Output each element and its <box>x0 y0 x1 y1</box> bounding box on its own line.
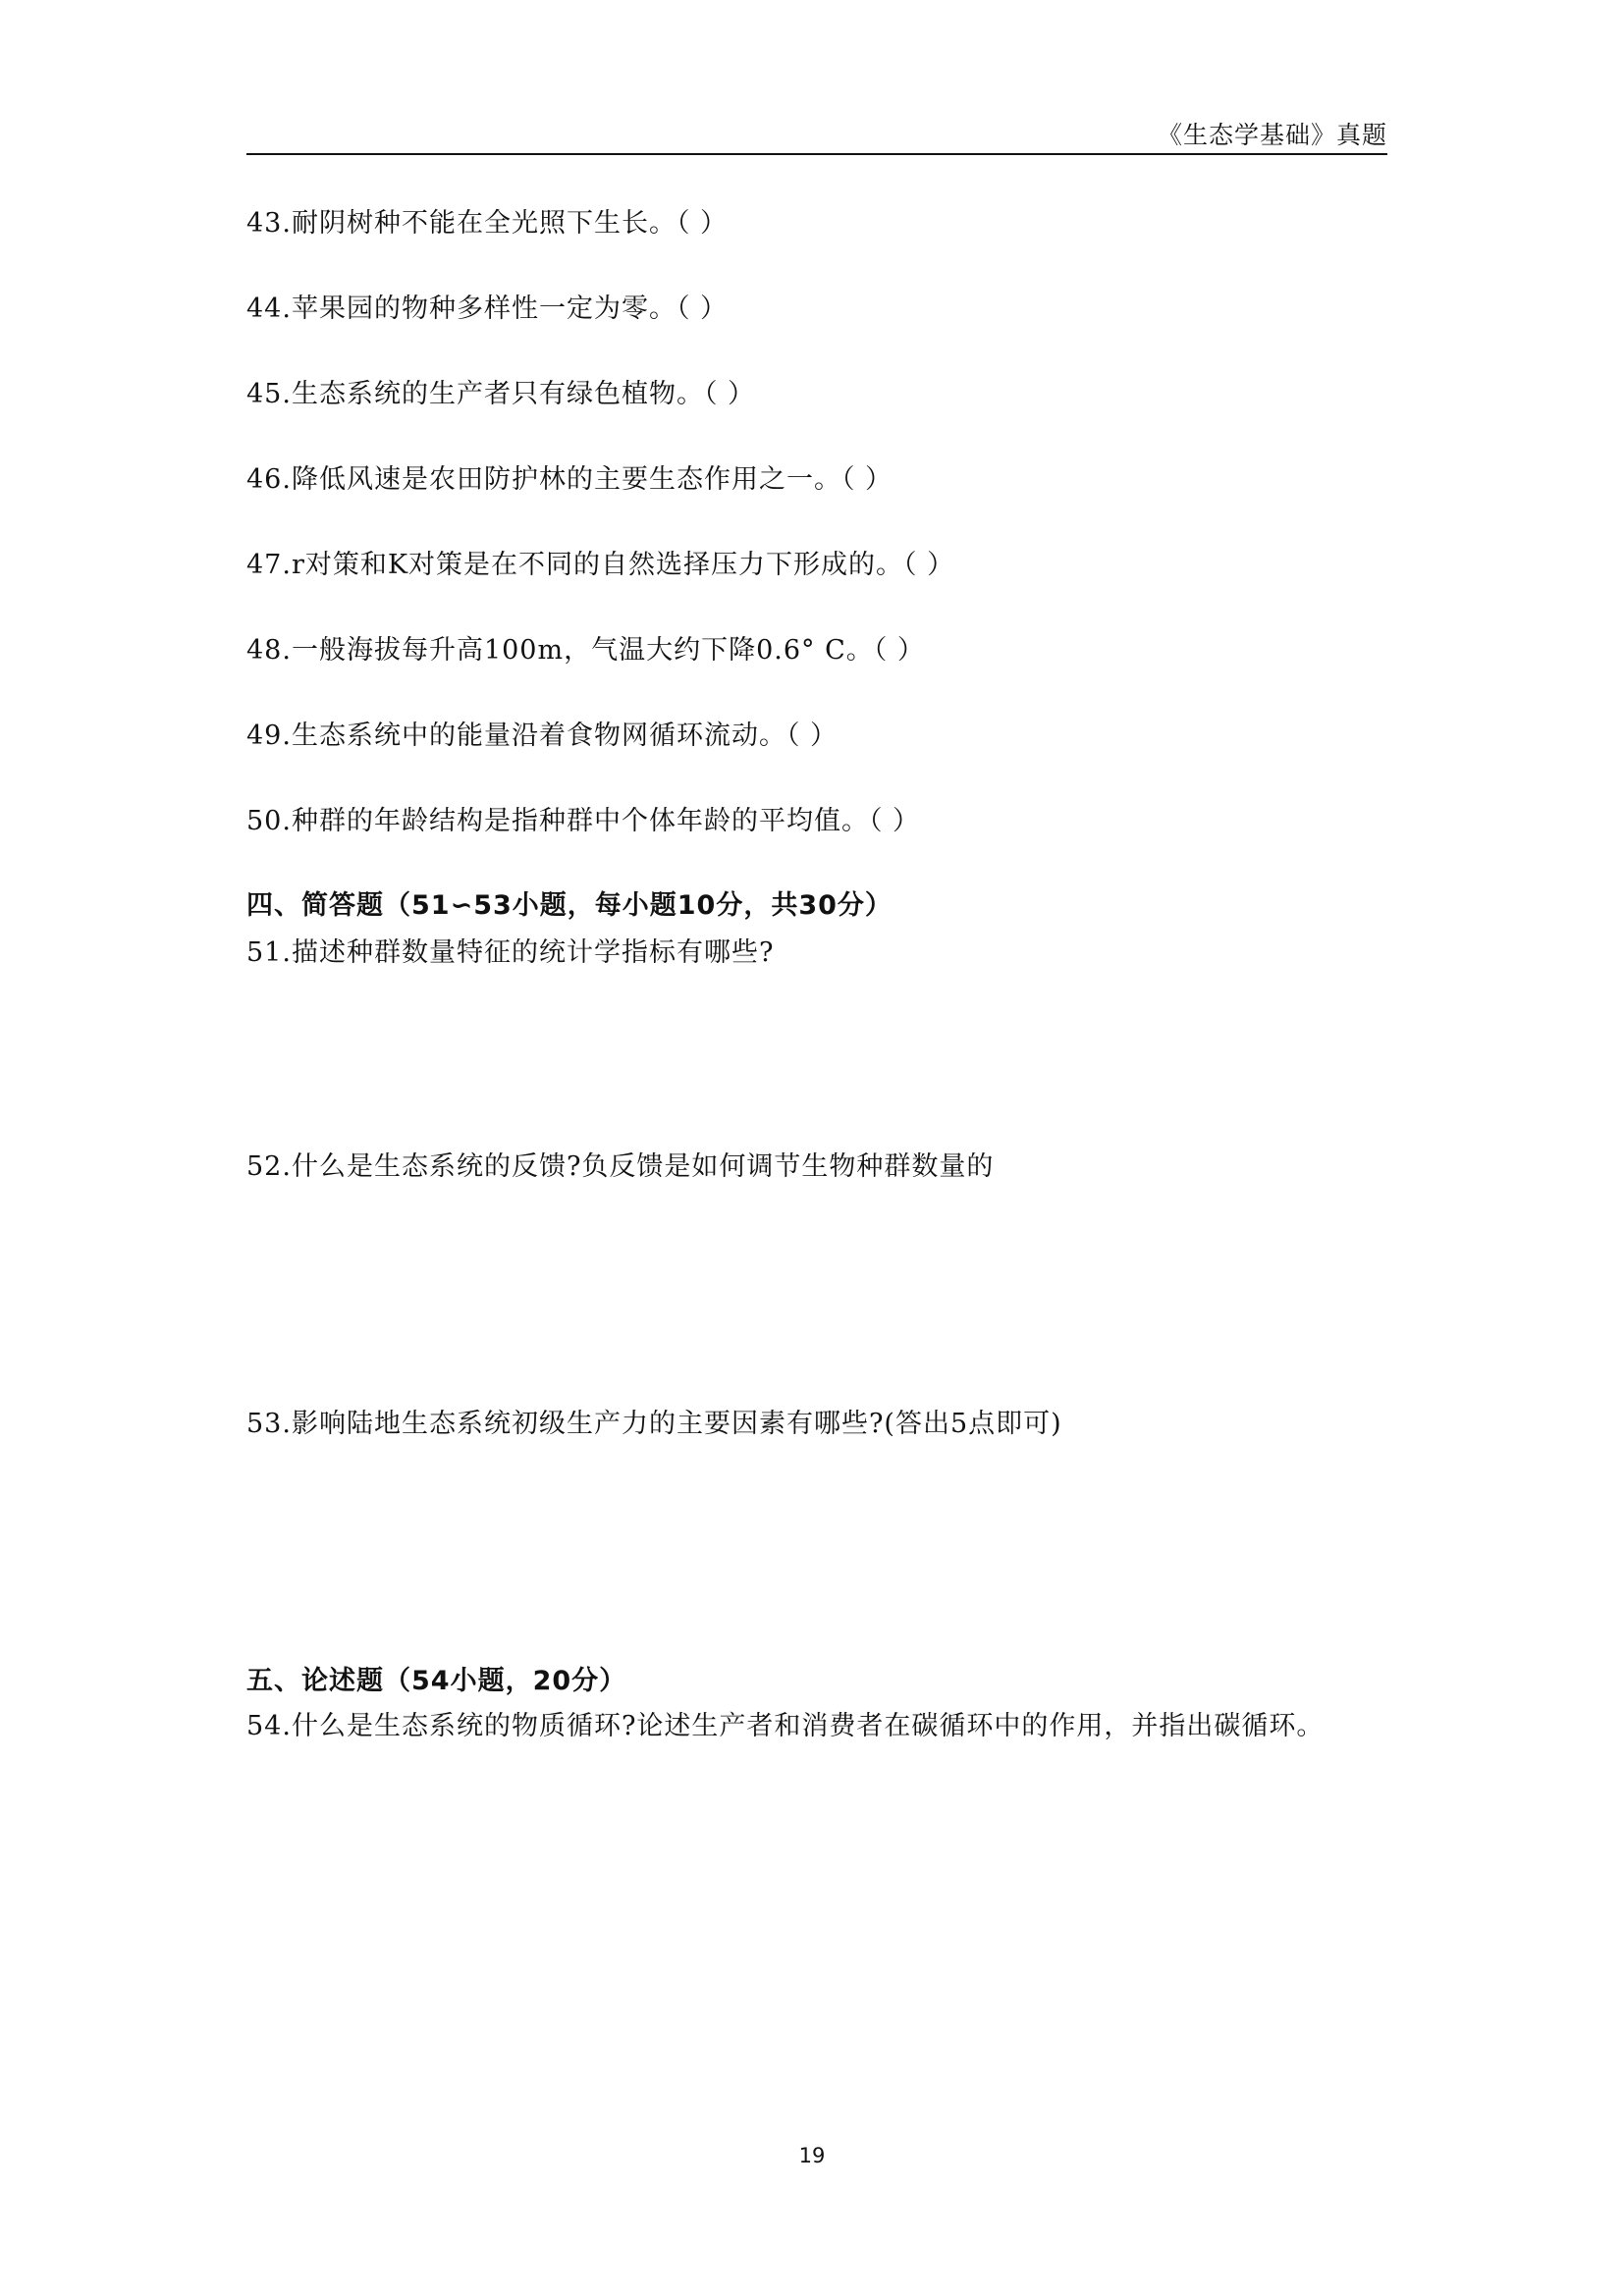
question-49: 49.生态系统中的能量沿着食物网循环流动。（ ） <box>246 721 839 751</box>
question-43: 43.耐阴树种不能在全光照下生长。（ ） <box>246 208 729 239</box>
question-54: 54.什么是生态系统的物质循环?论述生产者和消费者在碳循环中的作用，并指出碳循环。 <box>246 1711 1325 1741</box>
question-52: 52.什么是生态系统的反馈?负反馈是如何调节生物种群数量的 <box>246 1151 995 1182</box>
header-title: 《生态学基础》真题 <box>1157 121 1387 149</box>
question-51: 51.描述种群数量特征的统计学指标有哪些? <box>246 937 775 968</box>
section-heading-essay: 五、论述题（54小题，20分） <box>246 1666 627 1696</box>
question-47: 47.r对策和K对策是在不同的自然选择压力下形成的。（ ） <box>246 550 955 580</box>
question-44: 44.苹果园的物种多样性一定为零。（ ） <box>246 294 729 324</box>
question-45: 45.生态系统的生产者只有绿色植物。（ ） <box>246 379 756 409</box>
page-number: 19 <box>798 2144 826 2167</box>
question-48: 48.一般海拔每升高100m，气温大约下降0.6° C。（ ） <box>246 635 925 666</box>
question-46: 46.降低风速是农田防护林的主要生态作用之一。（ ） <box>246 464 893 495</box>
header-divider <box>246 153 1387 155</box>
section-heading-short-answer: 四、简答题（51∽53小题，每小题10分，共30分） <box>246 890 893 921</box>
question-53: 53.影响陆地生态系统初级生产力的主要因素有哪些?(答出5点即可) <box>246 1409 1062 1439</box>
question-50: 50.种群的年龄结构是指种群中个体年龄的平均值。（ ） <box>246 806 921 836</box>
